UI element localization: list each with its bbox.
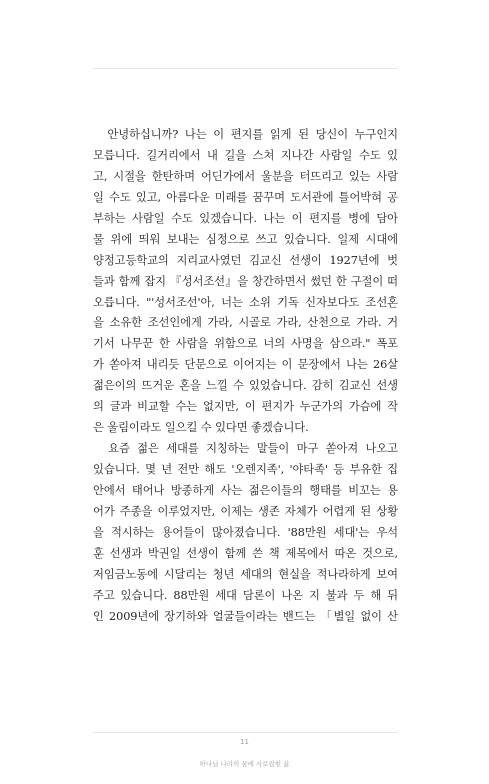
text-line: 주고 있습니다. 88만원 세대 담론이 나온 지 불과 두 해 뒤: [93, 588, 398, 602]
text-line: 안에서 태어나 방종하게 사는 젊은이들의 행태를 비꼬는 용: [93, 483, 398, 497]
text-line: 을 적시하는 용어들이 많아졌습니다. '88만원 세대'는 우석: [93, 525, 398, 539]
text-line: 모릅니다. 길거리에서 내 길을 스쳐 지나간 사람일 수도 있: [93, 148, 398, 162]
text-line: 젊은이의 뜨거운 혼을 느낄 수 있었습니다. 감히 김교신 선생: [93, 379, 398, 393]
running-footer-title: 하나님 나라의 꿈에 사로잡힌 삶: [199, 760, 290, 768]
text-line: 어가 주종을 이루었지만, 이제는 생존 자체가 어렵게 된 상황: [93, 504, 398, 518]
text-line: 인 2009년에 장기하와 얼굴들이라는 밴드는 「별일 없이 산: [93, 609, 398, 623]
text-line: 의 글과 비교할 수는 없지만, 이 편지가 누군가의 가슴에 작: [93, 400, 398, 414]
text-line: 요즘 젊은 세대를 지칭하는 말들이 마구 쏟아져 나오고: [93, 442, 398, 456]
text-line: 일 수도 있고, 아름다운 미래를 꿈꾸며 도서관에 틀어박혀 공: [93, 190, 398, 204]
text-line: 은 울림이라도 일으킬 수 있다면 좋겠습니다.: [93, 421, 309, 435]
text-line: 물 위에 띄워 보내는 심정으로 쓰고 있습니다. 일제 시대에: [93, 232, 398, 246]
page-number: 11: [240, 738, 249, 746]
text-line: 기서 나무꾼 한 사람을 위함으로 너의 사명을 삼으라." 폭포: [93, 337, 398, 351]
text-line: 부하는 사람일 수도 있겠습니다. 나는 이 편지를 병에 담아: [93, 211, 398, 225]
text-line: 저임금노동에 시달리는 청년 세대의 현실을 적나라하게 보여: [93, 567, 398, 581]
text-line: 고, 시절을 한탄하며 어딘가에서 울분을 터뜨리고 있는 사람: [93, 169, 398, 183]
text-line: 가 쏟아져 내리듯 단문으로 이어지는 이 문장에서 나는 26살: [93, 358, 398, 372]
text-line: 오릅니다. "'성서조선'아, 너는 소위 기독 신자보다도 조선혼: [93, 295, 398, 309]
text-line: 안녕하십니까? 나는 이 편지를 읽게 된 당신이 누구인지: [93, 128, 398, 141]
body-text: [93, 125, 398, 628]
text-line: 훈 선생과 박권일 선생이 함께 쓴 책 제목에서 따온 것으로,: [93, 546, 398, 560]
text-line: 있습니다. 몇 년 전만 해도 '오렌지족', '야타족' 등 부유한 집: [93, 463, 398, 476]
top-divider: [93, 68, 398, 69]
bottom-divider: [93, 732, 398, 733]
text-line: 들과 함께 잡지 『성서조선』을 창간하면서 썼던 한 구절이 떠: [93, 274, 398, 288]
text-line: 양정고등학교의 지리교사였던 김교신 선생이 1927년에 벗: [93, 253, 398, 267]
text-line: 을 소유한 조선인에게 가라, 시골로 가라, 산천으로 가라. 거: [93, 316, 398, 330]
